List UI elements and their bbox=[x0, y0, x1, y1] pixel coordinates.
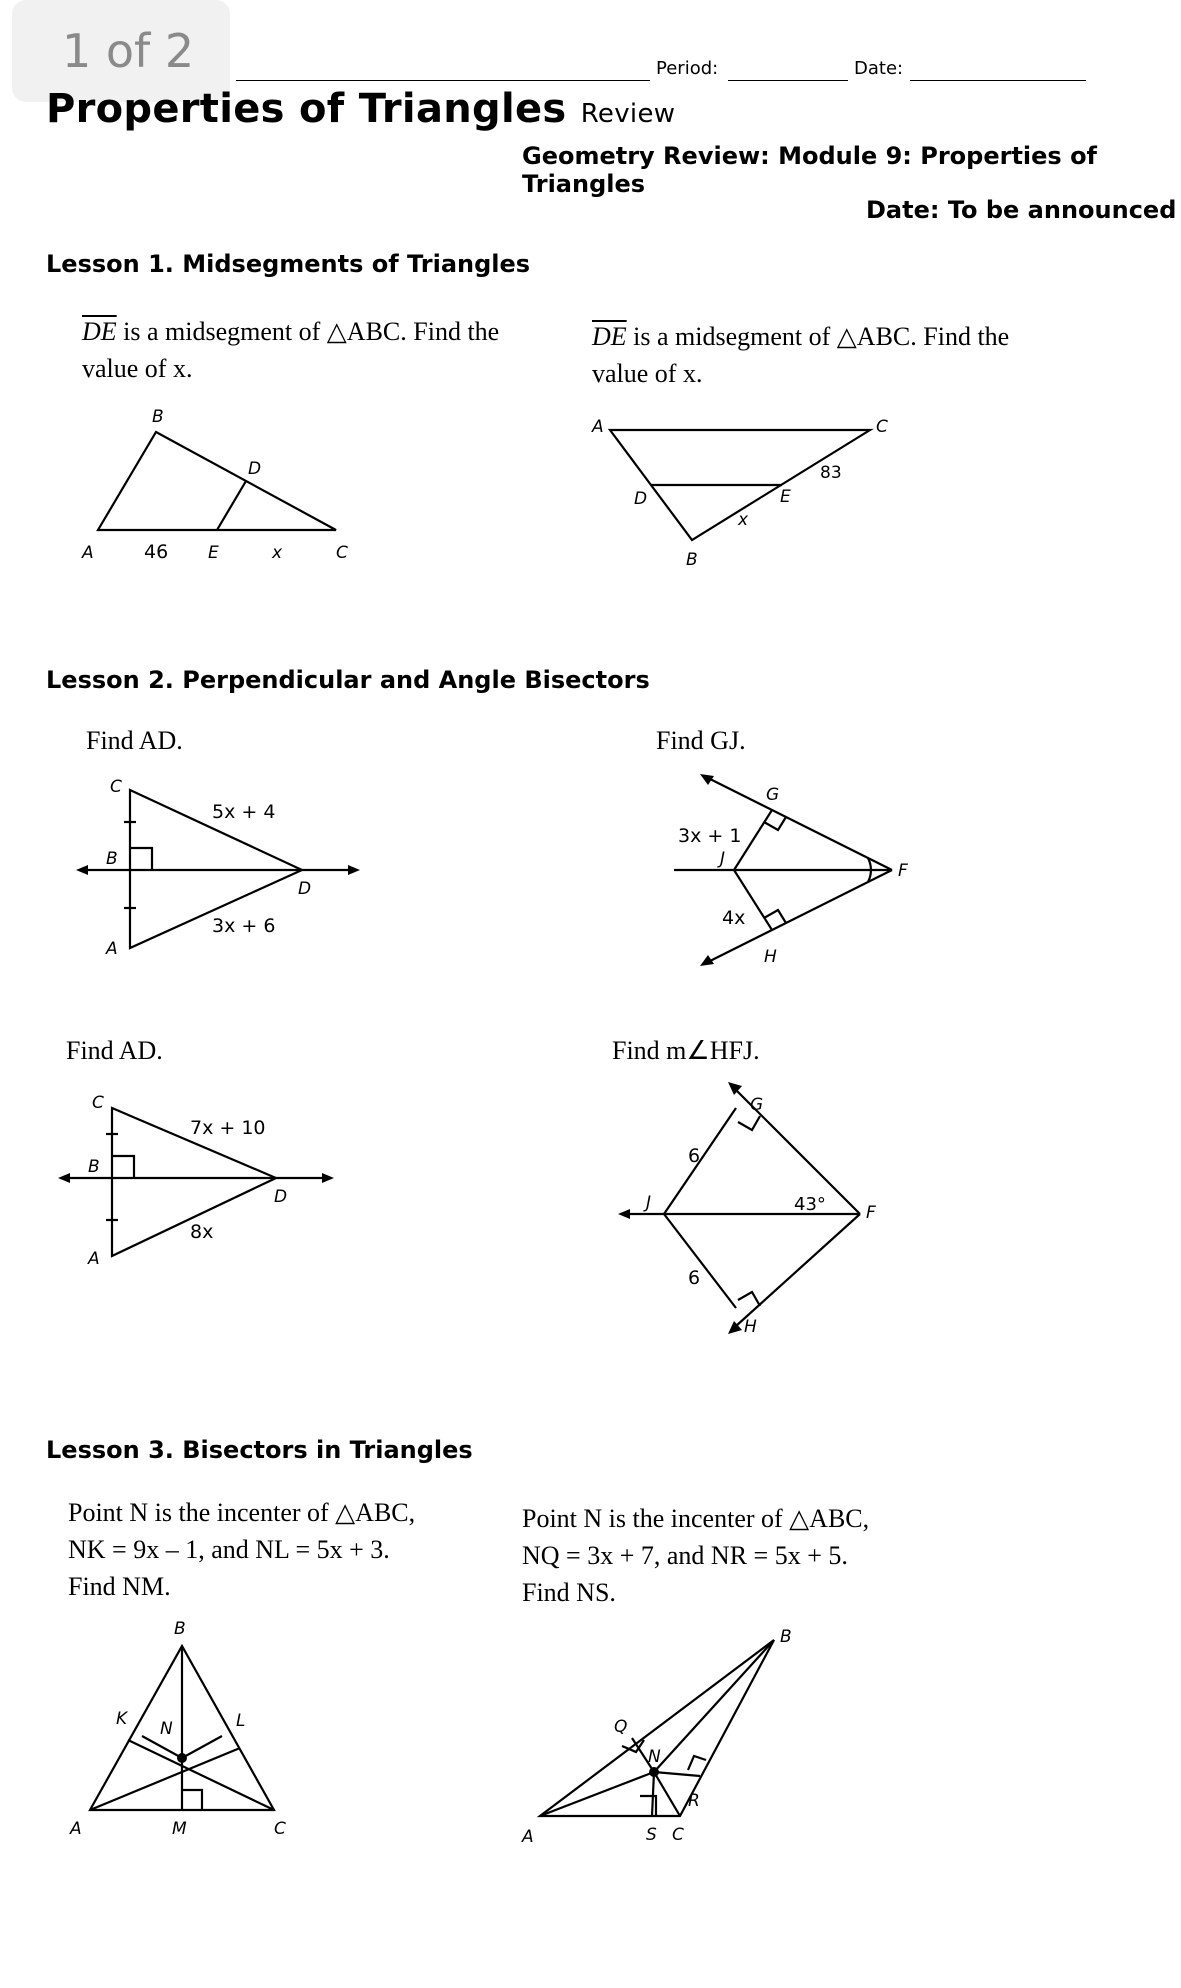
vertex-label: A bbox=[522, 1827, 534, 1847]
segment-label: 6 bbox=[688, 1145, 701, 1167]
lesson-2-problem-1-figure bbox=[70, 772, 370, 972]
lesson-2-problem-3-prompt: Find AD. bbox=[66, 1036, 163, 1065]
vertex-label: B bbox=[780, 1627, 792, 1647]
vertex-label: H bbox=[744, 1317, 757, 1337]
lesson-1-problem-2-text: $\overline{DE}$ is a midsegment of △ABC. Find the value of x. bbox=[592, 322, 1010, 388]
test-date: Date: To be announced bbox=[866, 196, 1177, 224]
review-subtitle: Geometry Review: Module 9: Properties of Triangles bbox=[522, 142, 1097, 198]
vertex-label: G bbox=[766, 785, 780, 805]
period-blank-line bbox=[728, 80, 848, 81]
page-title bbox=[46, 86, 675, 132]
vertex-label: J bbox=[720, 849, 726, 869]
vertex-label: F bbox=[866, 1203, 876, 1223]
vertex-label: H bbox=[764, 947, 777, 967]
vertex-label: R bbox=[688, 1791, 700, 1811]
date-label: Date: bbox=[854, 58, 904, 79]
lesson-2-problem-2-figure bbox=[660, 770, 960, 990]
vertex-label: A bbox=[88, 1249, 100, 1269]
vertex-label: A bbox=[70, 1819, 82, 1839]
lesson-2-problem-3-figure bbox=[56, 1082, 356, 1282]
vertex-label: D bbox=[634, 489, 648, 509]
vertex-label: E bbox=[208, 543, 219, 563]
vertex-label: G bbox=[750, 1095, 764, 1115]
vertex-label: J bbox=[646, 1193, 652, 1213]
lesson-2-heading: Lesson 2. Perpendicular and Angle Bisectors bbox=[46, 666, 650, 694]
vertex-label: Q bbox=[614, 1717, 628, 1737]
vertex-label: C bbox=[876, 417, 888, 437]
vertex-label: N bbox=[160, 1719, 173, 1739]
segment-label: 83 bbox=[820, 463, 842, 483]
lesson-1-problem-1-figure bbox=[60, 400, 380, 570]
lesson-2-problem-2-prompt: Find GJ. bbox=[656, 726, 746, 755]
vertex-label: F bbox=[898, 861, 908, 881]
lesson-3-problem-1-text: Point N is the incenter of △ABC, NK = 9x – 1, and NL = 5x + 3. Find NM. bbox=[68, 1498, 416, 1601]
lesson-3-problem-2-figure bbox=[510, 1620, 810, 1860]
lesson-3-problem-1-figure bbox=[60, 1610, 320, 1850]
page-title-suffix: Review bbox=[580, 99, 676, 129]
lesson-1-problem-1-text: $\overline{DE}$ is a midsegment of △ABC. Find the value of x. bbox=[82, 317, 500, 383]
vertex-label: B bbox=[152, 407, 164, 427]
segment-label: 4x bbox=[722, 907, 746, 929]
vertex-label: C bbox=[274, 1819, 286, 1839]
lesson-3-problem-2-text: Point N is the incenter of △ABC, NQ = 3x + 7, and NR = 5x + 5. Find NS. bbox=[522, 1504, 870, 1607]
lesson-2-problem-4-figure bbox=[604, 1078, 904, 1338]
lesson-2-problem-4-prompt: Find m∠HFJ. bbox=[612, 1036, 760, 1065]
vertex-label: B bbox=[88, 1157, 100, 1177]
vertex-label: B bbox=[174, 1619, 186, 1639]
period-label: Period: bbox=[656, 58, 719, 79]
vertex-label: B bbox=[106, 849, 118, 869]
page-title-main: Properties of Triangles bbox=[46, 86, 567, 132]
segment-label: 46 bbox=[144, 541, 169, 563]
vertex-label: D bbox=[248, 459, 262, 479]
lesson-2-problem-1-prompt: Find AD. bbox=[86, 726, 183, 755]
vertex-label: B bbox=[686, 550, 698, 570]
vertex-label: D bbox=[298, 879, 312, 899]
vertex-label: M bbox=[172, 1819, 187, 1839]
lesson-1-problem-2-figure bbox=[580, 410, 920, 580]
segment-label: x bbox=[738, 510, 749, 530]
vertex-label: A bbox=[592, 417, 604, 437]
vertex-label: D bbox=[274, 1187, 288, 1207]
vertex-label: A bbox=[106, 939, 118, 959]
vertex-label: E bbox=[780, 487, 791, 507]
vertex-label: K bbox=[116, 1709, 128, 1729]
segment-label: 3x + 1 bbox=[678, 825, 742, 847]
vertex-label: C bbox=[92, 1093, 104, 1113]
segment-label: 8x bbox=[190, 1221, 214, 1243]
segment-label: 7x + 10 bbox=[190, 1117, 266, 1139]
vertex-label: C bbox=[672, 1825, 684, 1845]
segment-label: 6 bbox=[688, 1267, 701, 1289]
vertex-label: C bbox=[110, 777, 122, 797]
segment-label: x bbox=[272, 543, 283, 563]
segment-label: 5x + 4 bbox=[212, 801, 276, 823]
angle-label: 43° bbox=[794, 1194, 826, 1215]
vertex-label: S bbox=[646, 1825, 657, 1845]
vertex-label: L bbox=[236, 1711, 246, 1731]
name-blank-line bbox=[236, 80, 650, 81]
vertex-label: C bbox=[336, 543, 348, 563]
lesson-3-heading: Lesson 3. Bisectors in Triangles bbox=[46, 1436, 473, 1464]
segment-label: 3x + 6 bbox=[212, 915, 276, 937]
vertex-label: A bbox=[82, 543, 94, 563]
vertex-label: N bbox=[648, 1747, 661, 1767]
lesson-1-heading: Lesson 1. Midsegments of Triangles bbox=[46, 250, 531, 278]
page-indicator-text: 1 of 2 bbox=[62, 24, 195, 78]
date-blank-line bbox=[910, 80, 1086, 81]
